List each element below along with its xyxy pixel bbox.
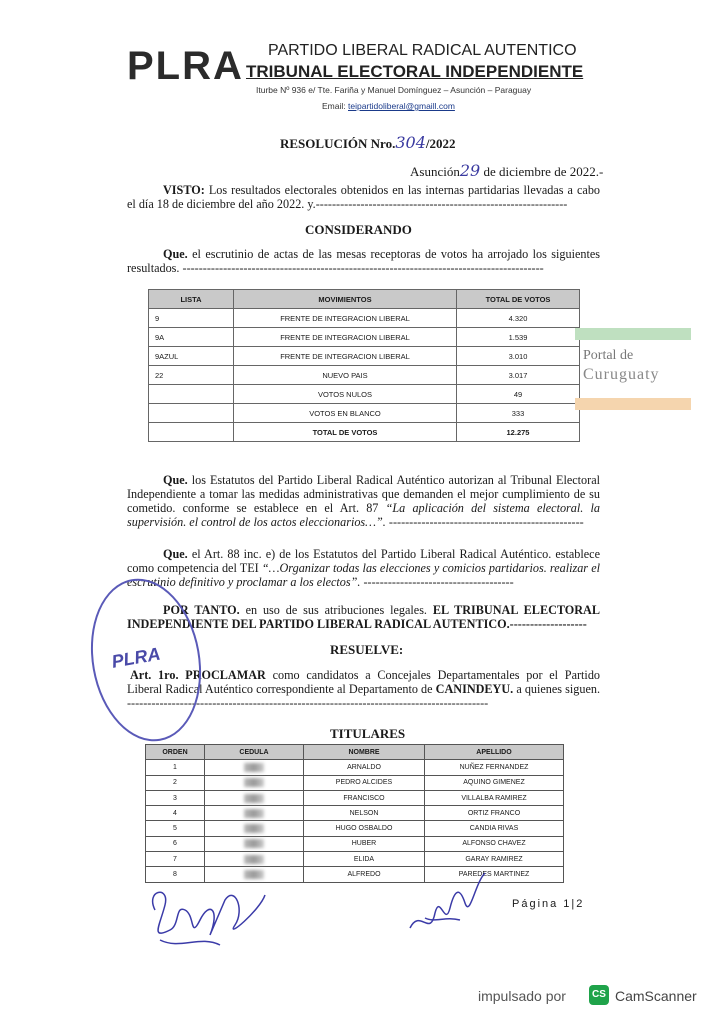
visto-label: VISTO: [163, 183, 205, 197]
col-nombre: NOMBRE [304, 745, 425, 760]
cedula-cell [205, 790, 304, 805]
results-row [149, 309, 580, 328]
date-suffix: de diciembre de 2022.- [483, 164, 604, 179]
redacted-id [244, 824, 264, 833]
camscanner-icon: CS [589, 985, 609, 1005]
total-cell: 49 [457, 385, 580, 404]
orden-cell: 1 [146, 760, 205, 775]
lista-cell: 22 [149, 366, 234, 385]
movimiento-cell: FRENTE DE INTEGRACION LIBERAL [234, 309, 457, 328]
apellido-cell: CANDIA RIVAS [425, 821, 564, 836]
que1-text: el escrutinio de actas de las mesas receptoras de votos ha arrojado los siguientes resultados. ----------------------------------------------------------------------------------------- [127, 247, 600, 275]
movimiento-cell: FRENTE DE INTEGRACION LIBERAL [234, 328, 457, 347]
redacted-id [244, 763, 264, 772]
art1-label: Art. 1ro. [130, 668, 179, 682]
visto-text: Los resultados electorales obtenidos en las internas partidarias llevadas a cabo el día 18 de diciembre del año 2022. y.-------------------------------------------------------------- [127, 183, 601, 211]
resolution-year: /2022 [425, 136, 456, 151]
que2-paragraph [127, 473, 600, 529]
email-link[interactable]: teipartidoliberal@gmaill.com [348, 101, 455, 111]
col-cedula: CEDULA [205, 745, 304, 760]
party-name: PARTIDO LIBERAL RADICAL AUTENTICO [268, 42, 577, 59]
address: Iturbe Nº 936 e/ Tte. Fariña y Manuel Domínguez – Asunción – Paraguay [256, 85, 532, 95]
page-number: Página 1|2 [512, 898, 585, 910]
lista-cell [149, 404, 234, 423]
signature-right [405, 868, 495, 943]
nombre-cell: HUGO OSBALDO [304, 821, 425, 836]
nombre-cell: ARNALDO [304, 760, 425, 775]
plra-logo: PLRA [127, 44, 244, 88]
titulares-table [145, 744, 564, 883]
art1-text: como candidatos a Concejales Departamentales por el Partido Liberal Radical Auténtico correspondiente al Departamento de [127, 668, 601, 696]
nombre-cell: NELSON [304, 806, 425, 821]
watermark-line2: Curuguaty [583, 366, 660, 383]
lista-cell: 9 [149, 309, 234, 328]
signature-left [140, 880, 290, 960]
portanto-label: POR TANTO. [163, 603, 240, 617]
watermark-line1: Portal de [583, 348, 634, 363]
que2-dashes: ------------------------------------------------ [388, 515, 584, 529]
total-cell: 333 [457, 404, 580, 423]
nombre-cell: ELIDA [304, 852, 425, 867]
date-prefix: Asunción [410, 164, 460, 179]
nombre-cell: FRANCISCO [304, 790, 425, 805]
results-row [149, 347, 580, 366]
orden-cell: 4 [146, 806, 205, 821]
lista-cell [149, 385, 234, 404]
lista-cell: 9A [149, 328, 234, 347]
col-movimientos: MOVIMIENTOS [234, 290, 457, 309]
considerando-title: CONSIDERANDO [305, 222, 412, 237]
que3-text: el Art. 88 inc. e) de los Estatutos del Partido Liberal Radical Auténtico. establece como competencia del TEI [127, 547, 601, 575]
results-header-row [149, 290, 580, 309]
cedula-cell [205, 760, 304, 775]
art1-dept: CANINDEYU. [435, 682, 514, 696]
total-cell: 1.539 [457, 328, 580, 347]
lista-cell: 9AZUL [149, 347, 234, 366]
apellido-cell: ORTIZ FRANCO [425, 806, 564, 821]
titular-row [146, 790, 564, 805]
col-lista: LISTA [149, 290, 234, 309]
cedula-cell [205, 806, 304, 821]
date-day-handwritten: 29 [459, 161, 481, 180]
que2-text: los Estatutos del Partido Liberal Radical Auténtico autorizan al Tribunal Electoral Independiente a tomar las medidas administrativas que demanden el mejor cumplimiento de su cometido. conforme se establece en el Art. 87 [127, 473, 600, 515]
titular-row [146, 806, 564, 821]
portanto-text: en uso de sus atribuciones legales. [245, 603, 427, 617]
que1-label: Que. [163, 247, 188, 261]
movimiento-cell: VOTOS NULOS [234, 385, 457, 404]
que3-paragraph [127, 547, 600, 589]
camscanner-name: CamScanner [615, 988, 697, 1004]
que3-label: Que. [163, 547, 188, 561]
apellido-cell: AQUINO GIMENEZ [425, 775, 564, 790]
titular-row [146, 821, 564, 836]
tribunal-name: TRIBUNAL ELECTORAL INDEPENDIENTE [246, 62, 584, 81]
cedula-cell [205, 836, 304, 851]
col-orden: ORDEN [146, 745, 205, 760]
titular-row [146, 775, 564, 790]
portal-watermark [575, 328, 691, 410]
titulares-title: TITULARES [330, 726, 406, 741]
apellido-cell: GARAY RAMIREZ [425, 852, 564, 867]
total-cell: 3.017 [457, 366, 580, 385]
orden-cell: 5 [146, 821, 205, 836]
titular-row [146, 760, 564, 775]
email-line [322, 101, 455, 111]
results-row [149, 366, 580, 385]
nombre-cell: ALFREDO [304, 867, 425, 882]
portanto-paragraph [127, 603, 600, 631]
orden-cell: 7 [146, 852, 205, 867]
col-total: TOTAL DE VOTOS [457, 290, 580, 309]
resolution-date [410, 161, 603, 180]
titulares-header-row [146, 745, 564, 760]
total-cell: 12.275 [457, 423, 580, 442]
resolution-number [280, 133, 456, 152]
apellido-cell: NUÑEZ FERNANDEZ [425, 760, 564, 775]
art1-action: PROCLAMAR [185, 668, 266, 682]
nombre-cell: HUBER [304, 836, 425, 851]
resolution-number-handwritten: 304 [395, 133, 426, 152]
redacted-id [244, 839, 264, 848]
results-row [149, 404, 580, 423]
redacted-id [244, 778, 264, 787]
cedula-cell [205, 821, 304, 836]
lista-cell [149, 423, 234, 442]
art1-end: a quienes siguen. ----------------------------------------------------------------------------------------- [127, 682, 601, 710]
cedula-cell [205, 775, 304, 790]
resolution-label: RESOLUCIÓN Nro. [280, 136, 396, 151]
redacted-id [244, 855, 264, 864]
apellido-cell: ALFONSO CHAVEZ [425, 836, 564, 851]
total-cell: 3.010 [457, 347, 580, 366]
redacted-id [244, 870, 264, 879]
redacted-id [244, 809, 264, 818]
que3-dashes: ------------------------------------- [363, 575, 514, 589]
titular-row [146, 852, 564, 867]
col-apellido: APELLIDO [425, 745, 564, 760]
orden-cell: 8 [146, 867, 205, 882]
portanto-bold: EL TRIBUNAL ELECTORAL INDEPENDIENTE DEL PARTIDO LIBERAL RADICAL AUTENTICO.------------------- [127, 603, 600, 631]
que3-quote: “…Organizar todas las elecciones y comicios partidarios. realizar el escrutinio definitivo y proclamar a los electos”. [127, 561, 600, 589]
redacted-id [244, 794, 264, 803]
titular-row [146, 836, 564, 851]
cedula-cell [205, 852, 304, 867]
apellido-cell: VILLALBA RAMIREZ [425, 790, 564, 805]
total-cell: 4.320 [457, 309, 580, 328]
results-row [149, 328, 580, 347]
movimiento-cell: FRENTE DE INTEGRACION LIBERAL [234, 347, 457, 366]
apellido-cell: PAREDES MARTINEZ [425, 867, 564, 882]
movimiento-cell: VOTOS EN BLANCO [234, 404, 457, 423]
que2-quote: “La aplicación del sistema electoral. la supervisión. el control de los actos eleccionarios…”. [127, 501, 600, 529]
que1-paragraph [127, 247, 600, 275]
stamp-logo: PLRA [110, 643, 162, 672]
results-table [148, 289, 580, 442]
orden-cell: 2 [146, 775, 205, 790]
orden-cell: 6 [146, 836, 205, 851]
resuelve-title: RESUELVE: [330, 642, 404, 657]
official-stamp [79, 570, 214, 750]
email-label: Email: [322, 101, 346, 111]
movimiento-cell: NUEVO PAIS [234, 366, 457, 385]
visto-paragraph [127, 183, 600, 211]
nombre-cell: PEDRO ALCIDES [304, 775, 425, 790]
movimiento-cell: TOTAL DE VOTOS [234, 423, 457, 442]
results-row [149, 423, 580, 442]
powered-by-label: impulsado por [478, 988, 566, 1004]
orden-cell: 3 [146, 790, 205, 805]
que2-label: Que. [163, 473, 188, 487]
results-row [149, 385, 580, 404]
